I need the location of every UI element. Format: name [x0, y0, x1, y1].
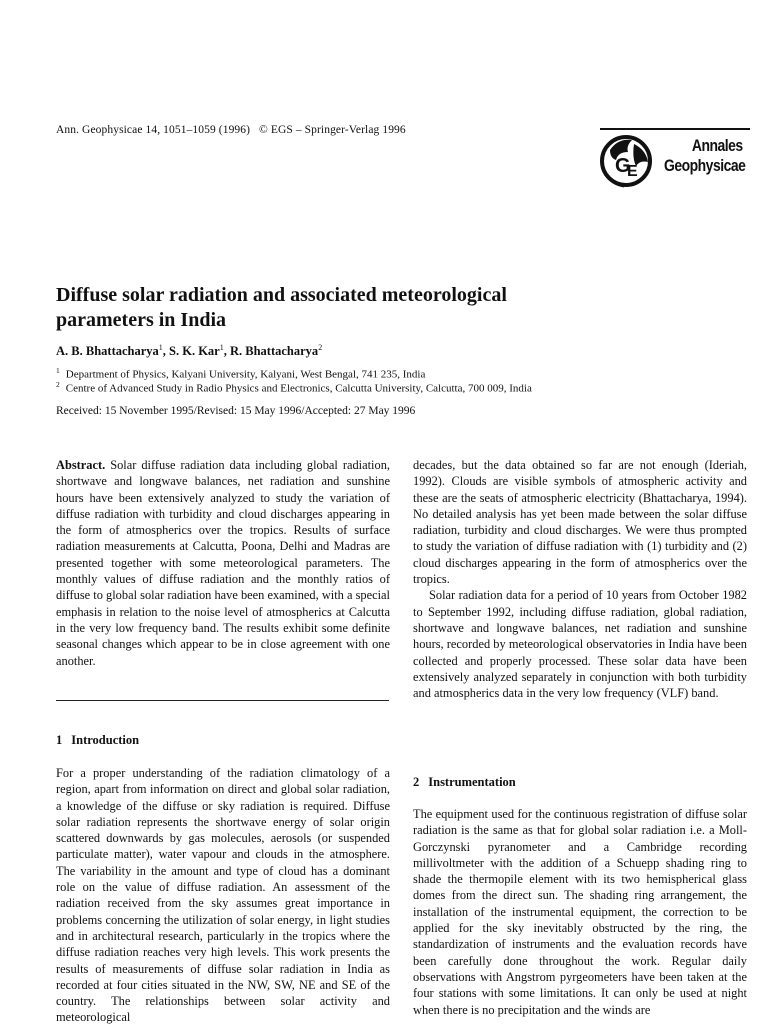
section-heading-instrumentation	[413, 775, 516, 790]
section-heading-introduction	[56, 733, 139, 748]
author-affil-mark: 2	[318, 343, 323, 352]
instrumentation-body	[413, 806, 747, 1018]
section-number: 1	[56, 733, 63, 747]
publisher: EGS – Springer-Verlag 1996	[270, 124, 406, 136]
affiliation-mark: 2	[56, 380, 60, 389]
author-list	[56, 343, 322, 359]
abstract-text: Solar diffuse radiation data including global radiation, shortwave and longwave balances, net radiation and sunshine hours have been extensively analyzed to study the variation of diffuse radiation with turbidity and cloud discharges appearing in the form of atmospherics over the tropics. Results of surface radiation measurements at Calcutta, Poona, Delhi and Madras are presented together with some meteorological parameters. The monthly values of diffuse radiation and the monthly ratios of diffuse to global solar radiation have been examined, with a special emphasis in relation to the noise level of atmospherics at Calcutta in the very low frequency band. The results exhibit some definite seasonal changes which appear to be in close agreement with one another.	[56, 458, 390, 668]
affiliation-text: Department of Physics, Kalyani University, Kalyani, West Bengal, 741 235, India	[65, 368, 426, 381]
affiliation-2	[56, 378, 532, 396]
article-title	[56, 283, 616, 333]
author-separator: ,	[162, 344, 170, 359]
abstract	[56, 457, 390, 669]
title-line-1: Diffuse solar radiation and associated meteorological	[56, 284, 507, 306]
svg-text:E: E	[627, 163, 638, 180]
abstract-divider	[56, 700, 389, 701]
svg-text:G: G	[615, 155, 631, 177]
journal-citation: Ann. Geophysicae 14, 1051–1059 (1996)	[56, 124, 251, 136]
journal-logo	[596, 126, 752, 192]
logo-text-line2: Geophysicae	[664, 156, 746, 175]
annales-geophysicae-emblem-icon	[596, 130, 656, 190]
paragraph: The equipment used for the continuous registration of diffuse solar radiation is the same as that for global solar radiation i.e. a Moll-Gorczynski pyranometer and a Cambridge recording millivoltmeter with the addition of a Schuepp shading ring to shade the thermopile element with its two hemispherical glass domes from the direct sun. The shading ring arrangement, the installation of the instrumental equipment, the correction to be applied for the sky inevitably obstructed by the ring, the standardization of instruments and the evaluation records have been carefully done throughout the work. Regular daily observations with Angstrom pyrgeometers have been taken at the four stations with some limitations. It can only be used at night when there is no precipitation and the winds are	[413, 807, 747, 1017]
author-name: R. Bhattacharya	[229, 344, 319, 359]
section-number: 2	[413, 775, 420, 789]
paragraph: For a proper understanding of the radiation climatology of a region, apart from information on direct and global solar radiation, a knowledge of the diffuse or sky radiation is required. Diffuse solar radiation represents the shortwave energy of solar origin scattered downwards by gas molecules, aerosols (or suspended particulate matter), water vapour and clouds in the atmosphere. The variability in the amount and type of cloud has a dominant role on the value of diffuse radiation. An assessment of the radiation received from the sky assumes great importance in problems concerning the utilization of solar energy, in light studies and in architectural research, particularly in the tropics where the diffuse radiation reaches very high levels. This work presents the results of measurements of diffuse solar radiation in India as recorded at four cities situated in the NW, SW, NE and SE of the country. The relationships between solar activity and meteorological	[56, 766, 390, 1025]
introduction-body	[56, 765, 390, 1026]
section-title: Introduction	[71, 733, 140, 747]
author-affil-mark: 1	[219, 343, 224, 352]
author-affil-mark: 1	[158, 343, 163, 352]
paragraph: decades, but the data obtained so far are not enough (Ideriah, 1992). Clouds are visible symbols of atmospheric activity and these are the seats of atmospheric electricity (Bhattacharya, 1994). No detailed analysis has yet been made between the solar diffuse radiation, turbidity and cloud discharges. We were thus prompted to study the variation of diffuse radiation with (1) turbidity and (2) cloud discharges appearing in the form of atmospherics over the tropics.	[413, 458, 747, 587]
affiliation-text: Centre of Advanced Study in Radio Physics and Electronics, Calcutta University, Calcutta, 700 009, India	[65, 382, 532, 395]
introduction-continued	[413, 457, 747, 701]
title-line-2: parameters in India	[56, 309, 226, 331]
submission-dates: Received: 15 November 1995/Revised: 15 May 1996/Accepted: 27 May 1996	[56, 405, 416, 417]
author-name: S. K. Kar	[169, 344, 220, 359]
author-separator: ,	[223, 344, 230, 359]
abstract-label: Abstract.	[56, 458, 106, 472]
logo-text-line1: Annales	[691, 136, 743, 155]
affiliation-mark: 1	[56, 366, 60, 375]
copyright-symbol: ©	[259, 124, 268, 136]
journal-reference	[56, 124, 406, 136]
author-name: A. B. Bhattacharya	[56, 344, 159, 359]
section-title: Instrumentation	[428, 775, 516, 789]
paragraph: Solar radiation data for a period of 10 years from October 1982 to September 1992, including diffuse radiation, global radiation, shortwave and longwave balances, net radiation and sunshine hours, recorded by meteorological observatories in India have been collected and properly processed. These solar data have been extensively analyzed separately in conjunction with both turbidity and atmospherics data in the very low frequency (VLF) band.	[413, 588, 747, 701]
